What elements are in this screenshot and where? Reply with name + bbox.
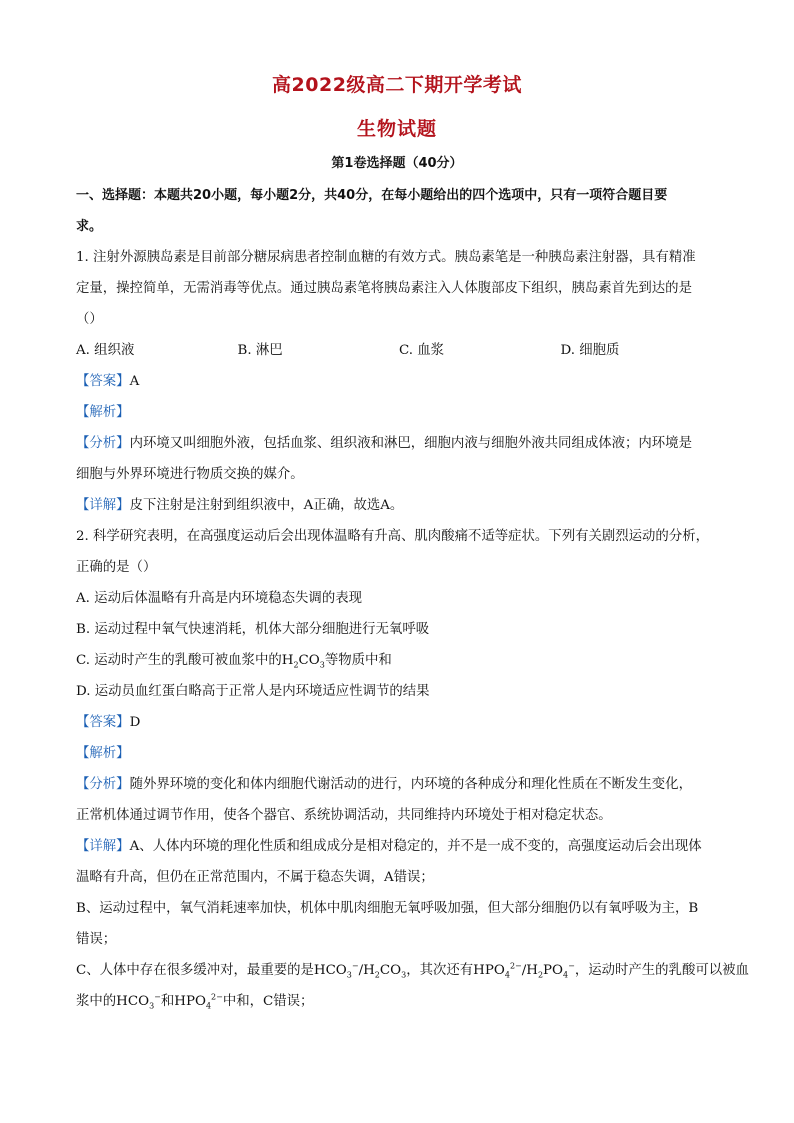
subscript: 4	[563, 970, 569, 980]
q1-option-c: C. 血浆	[399, 343, 445, 358]
q1-detail	[76, 490, 722, 521]
q1-analysis	[76, 397, 722, 428]
subscript: 2	[537, 970, 544, 980]
q1-detail-text: 皮下注射是注射到组织液中，A正确，故选A。	[129, 498, 404, 513]
superscript: −	[351, 961, 359, 971]
q2-detail-a-line-1	[76, 831, 722, 862]
text: ，其次还有HPO	[406, 963, 505, 978]
q2-option-c-text-1: C. 运动时产生的乳酸可被血浆中的H	[76, 653, 294, 668]
text: CO	[379, 963, 402, 978]
q2-answer-value: D	[129, 715, 141, 730]
instructions-line-2: 求。	[76, 219, 103, 234]
instructions-line-1: 一、选择题：本题共20小题，每小题2分，共40分，在每小题给出的四个选项中，只有一项符合题目要	[76, 188, 668, 203]
superscript: −	[154, 992, 161, 1002]
q1-answer	[76, 366, 722, 397]
analysis-tag: 【解析】	[76, 405, 130, 420]
subscript: 3	[401, 970, 407, 980]
detail-tag: 【详解】	[76, 839, 130, 854]
q2-detail-b-line-1: B、运动过程中，氧气消耗速率加快，机体中肌肉细胞无氧呼吸加强，但大部分细胞仍以有氧呼吸为主，B	[76, 901, 699, 916]
detail-tag: 【详解】	[76, 498, 130, 513]
q1-fenxi-line-1	[76, 428, 722, 459]
q1-options	[76, 335, 722, 366]
q2-stem-line-2: 正确的是（）	[76, 560, 157, 575]
q1-option-a: A. 组织液	[76, 343, 135, 358]
analysis-tag: 【解析】	[76, 746, 130, 761]
exam-title: 高2022级高二下期开学考试	[272, 74, 522, 96]
q1-stem-line-1: 1. 注射外源胰岛素是目前部分糖尿病患者控制血糖的有效方式。胰岛素笔是一种胰岛素注射器，具有精准	[76, 250, 696, 265]
q2-option-c-text-3: 等物质中和	[324, 653, 392, 668]
superscript: 2−	[509, 961, 522, 971]
answer-tag: 【答案】	[76, 374, 130, 389]
text: 和HPO	[160, 994, 206, 1009]
subscript: 3	[346, 970, 352, 980]
q2-option-b: B. 运动过程中氧气快速消耗，机体大部分细胞进行无氧呼吸	[76, 622, 430, 637]
q2-detail-a-text-1: A、人体内环境的理化性质和组成成分是相对稳定的，并不是一成不变的，高强度运动后会出现体	[129, 839, 702, 854]
subject-title: 生物试题	[356, 118, 437, 140]
q2-fenxi-line-1	[76, 769, 722, 800]
q1-option-b: B. 淋巴	[237, 343, 283, 358]
q2-fenxi-text-1: 随外界环境的变化和体内细胞代谢活动的进行，内环境的各种成分和理化性质在不断发生变化，	[129, 777, 692, 792]
document-body	[76, 180, 749, 1017]
subscript: 4	[205, 1001, 212, 1011]
subscript: 4	[504, 970, 510, 980]
q2-stem-line-1: 2. 科学研究表明，在高强度运动后会出现体温略有升高、肌肉酸痛不适等症状。下列有关剧烈运动的分析，	[76, 529, 709, 544]
text: 浆中的HCO	[76, 994, 150, 1009]
subscript: 3	[319, 660, 325, 670]
q2-analysis	[76, 738, 722, 769]
q1-option-d: D. 细胞质	[560, 343, 620, 358]
text: ，运动时产生的乳酸可以被血	[574, 963, 749, 978]
text: /H	[358, 963, 375, 978]
q1-stem-line-2: 定量，操控简单，无需消毒等优点。通过胰岛素笔将胰岛素注入人体腹部皮下组织，胰岛素首先到达的是	[76, 281, 692, 296]
q2-option-c-text-2: CO	[298, 653, 320, 668]
subscript: 3	[149, 1001, 155, 1011]
q1-stem-line-3: （）	[76, 312, 103, 327]
q2-detail-c-line-2	[76, 986, 722, 1017]
q2-fenxi-line-2: 正常机体通过调节作用，使各个器官、系统协调活动，共同维持内环境处于相对稳定状态。	[76, 808, 612, 823]
q2-detail-a-line-2: 温略有升高，但仍在正常范围内，不属于稳态失调，A错误；	[76, 870, 434, 885]
fenxi-tag: 【分析】	[76, 777, 130, 792]
subscript: 2	[293, 660, 299, 670]
q2-detail-c-line-1	[76, 955, 749, 986]
fenxi-tag: 【分析】	[76, 436, 130, 451]
text: /H	[521, 963, 538, 978]
q1-answer-value: A	[129, 374, 140, 389]
text: PO	[543, 963, 564, 978]
answer-tag: 【答案】	[76, 715, 130, 730]
q1-fenxi-line-2: 细胞与外界环境进行物质交换的媒介。	[76, 467, 304, 482]
subscript: 2	[374, 970, 380, 980]
q2-detail-b-line-2: 错误；	[76, 932, 117, 947]
superscript: 2−	[211, 992, 223, 1002]
superscript: −	[568, 961, 575, 971]
q1-fenxi-text-1: 内环境又叫细胞外液，包括血浆、组织液和淋巴，细胞内液与细胞外液共同组成体液；内环境是	[129, 436, 692, 451]
q2-answer	[76, 707, 722, 738]
text: 中和，C错误；	[222, 994, 314, 1009]
section-heading: 第1卷选择题（40分）	[331, 156, 463, 171]
q2-option-a: A. 运动后体温略有升高是内环境稳态失调的表现	[76, 591, 362, 606]
q2-option-d: D. 运动员血红蛋白略高于正常人是内环境适应性调节的结果	[76, 684, 430, 699]
text: C、人体中存在很多缓冲对，最重要的是HCO	[76, 963, 347, 978]
q2-option-c	[76, 645, 722, 676]
